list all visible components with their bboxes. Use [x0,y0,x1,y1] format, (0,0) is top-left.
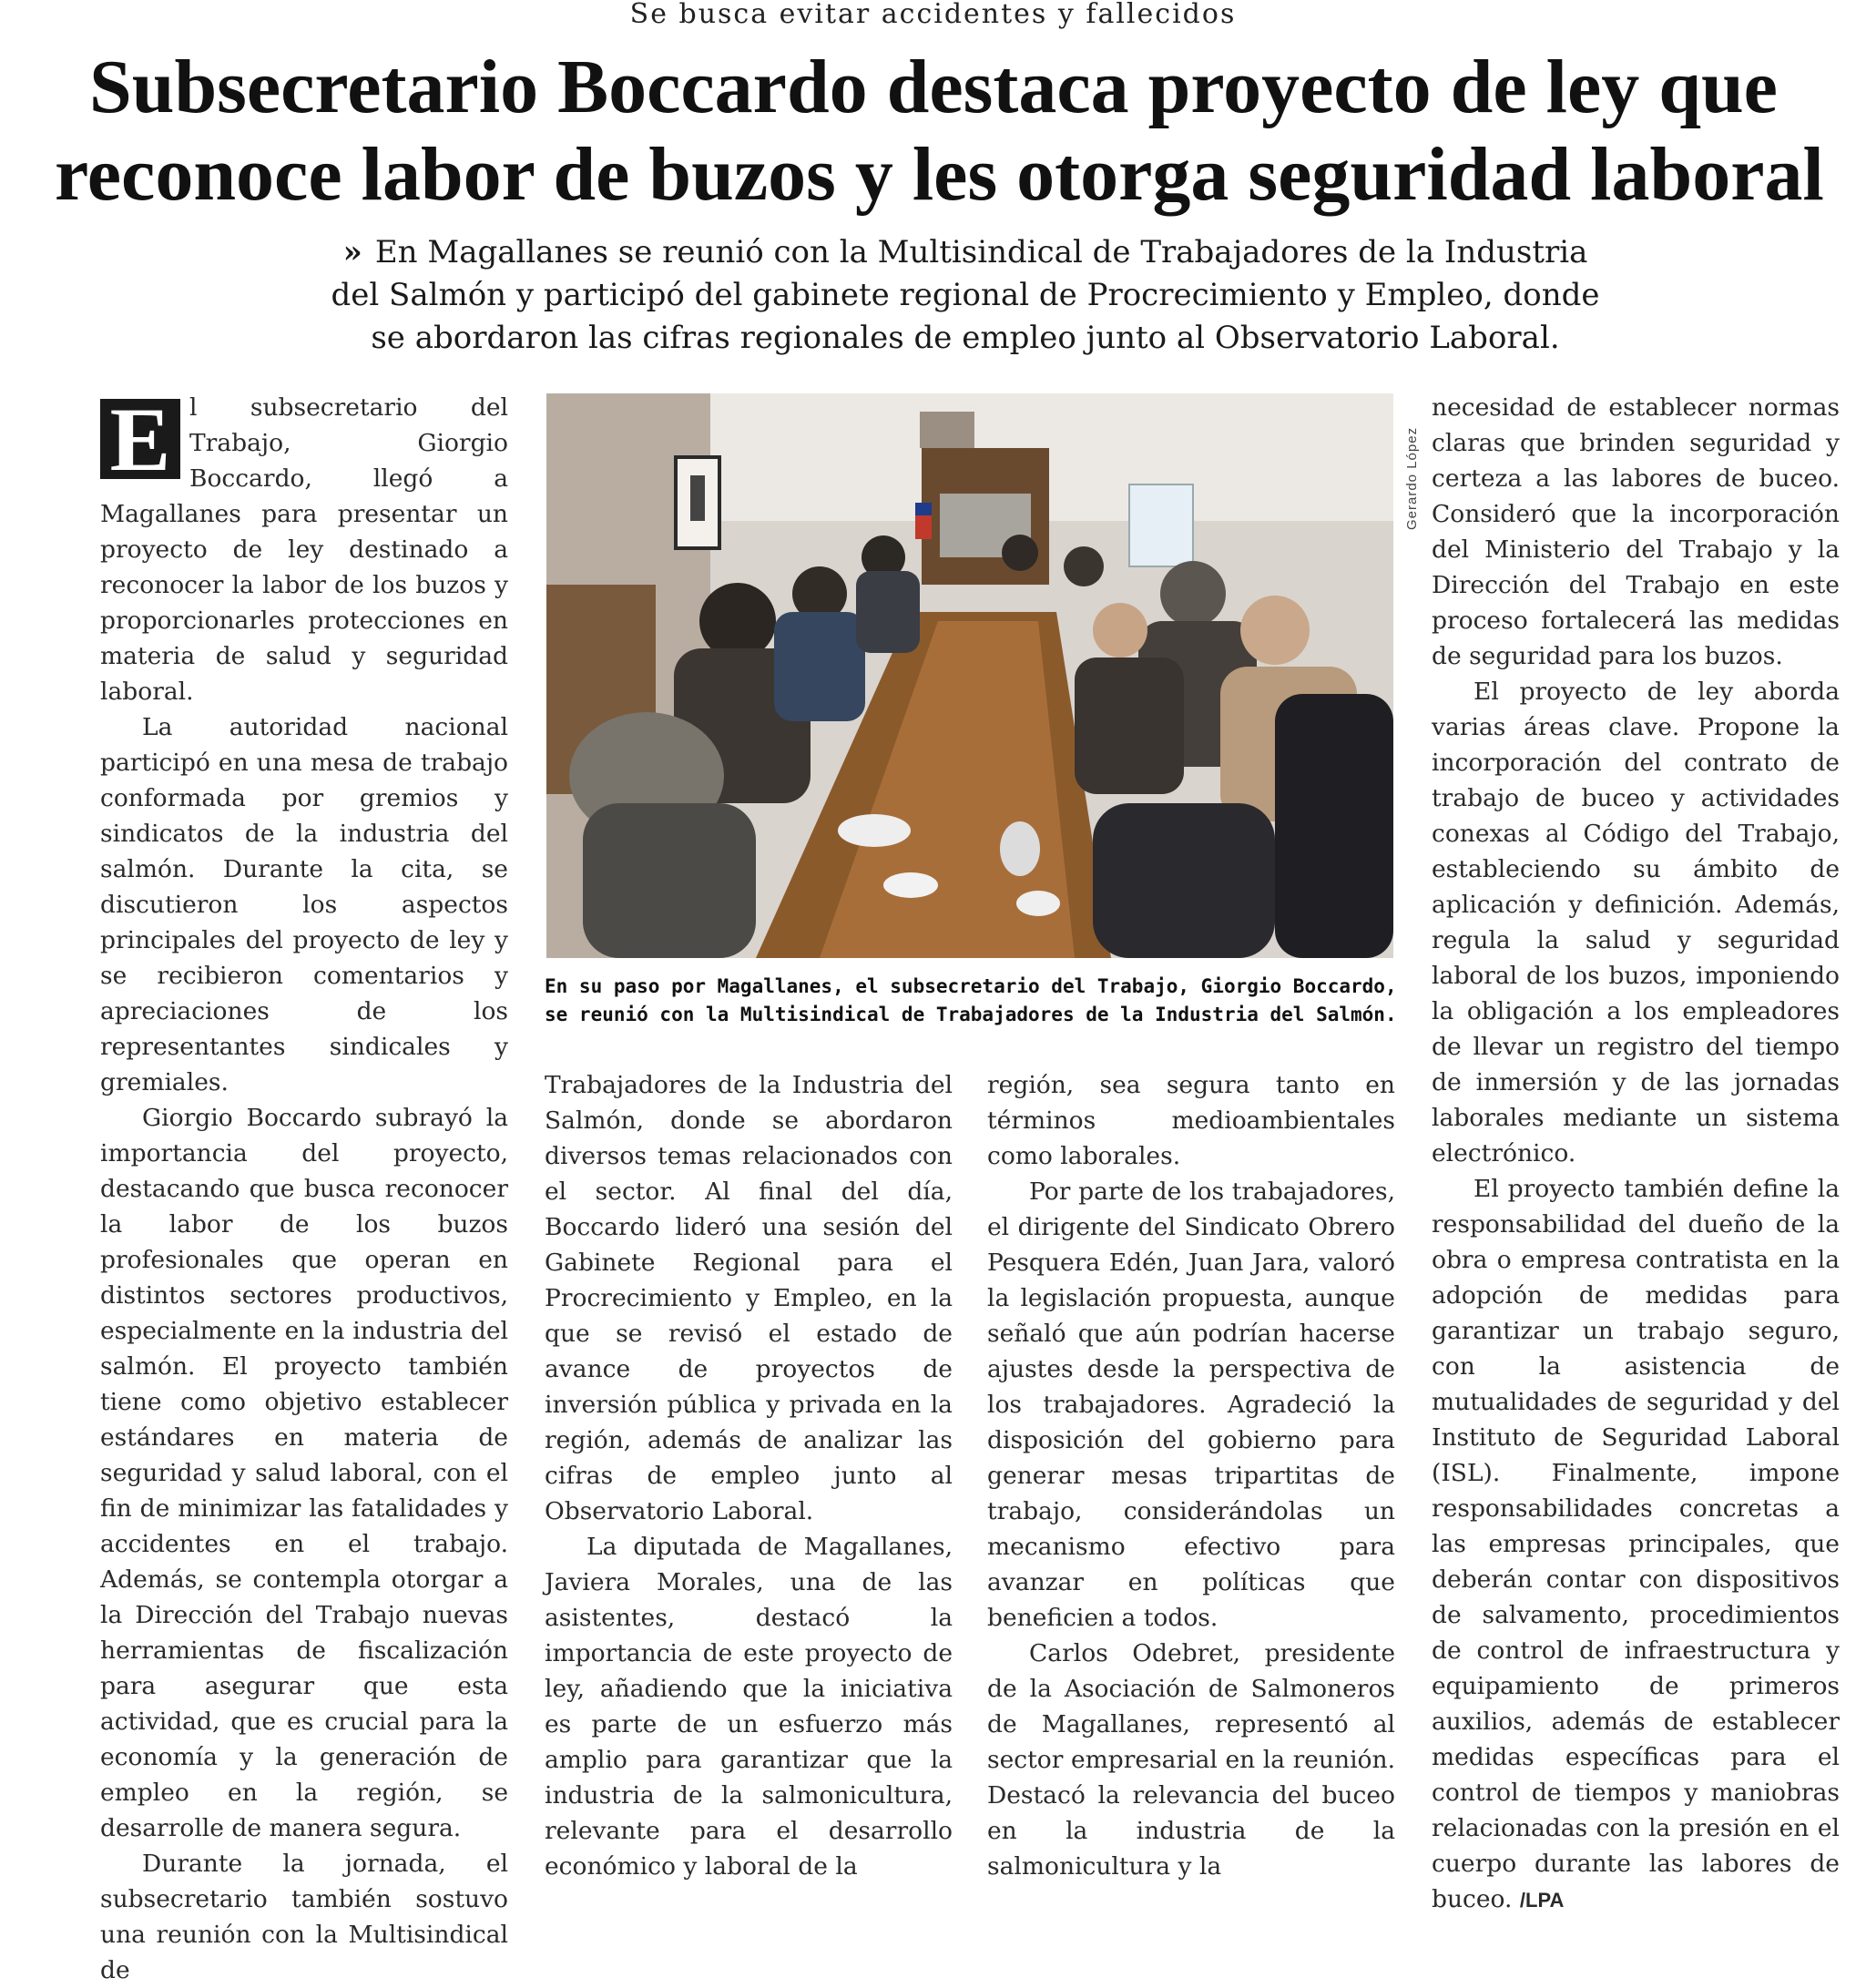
paragraph: Durante la jornada, el subsecretario también sostuvo una reunión con la Multisindical de [100,1850,508,1984]
kicker: Se busca evitar accidentes y fallecidos [629,0,1237,30]
paragraph [1432,1171,1840,1918]
paragraph: l subsecretario del Trabajo, Giorgio Boccardo, llegó a Magallanes para presentar un proyecto de ley destinado a reconocer la labor de los buzos y proporcionarles protecciones en materia de salud y seguridad laboral. [100,393,508,706]
paragraph: Giorgio Boccardo subrayó la importancia del proyecto, destacando que busca reconocer la labor de los buzos profesionales que operan en distintos sectores productivos, especialmente en la industria del salmón. El proyecto también tiene como objetivo establecer estándares en materia de seguridad y salud laboral, con el fin de minimizar las fatalidades y accidentes en el trabajo. Además, se contempla otorgar a la Dirección del Trabajo nuevas herramientas de fiscalización para asegurar que esta actividad, que es crucial para la economía y la generación de empleo en la región, se desarrolle de manera segura. [100,1104,508,1842]
paragraph: Por parte de los trabajadores, el dirigente del Sindicato Obrero Pesquera Edén, Juan Jara, valoró la legislación propuesta, aunque señaló que aún podrían hacerse ajustes desde la perspectiva de los trabajadores. Agradeció la disposición del gobierno para generar mesas tripartitas de trabajo, considerándolas un mecanismo efectivo para avanzar en políticas que beneficien a todos. [987,1178,1395,1632]
paragraph: Trabajadores de la Industria del Salmón, donde se abordaron diversos temas relacionados con el sector. Al final del día, Boccardo lideró una sesión del Gabinete Regional para el Procrecimiento y Empleo, en la que se revisó el estado de avance de proyectos de inversión pública y privada en la región, además de analizar las cifras de empleo junto al Observatorio Laboral. [545,1071,953,1525]
photo-credit-text: Gerardo López [1404,426,1420,530]
deck-line: del Salmón y participó del gabinete regional de Procrecimiento y Empleo, donde [331,277,1600,313]
paragraph: El proyecto de ley aborda varias áreas clave. Propone la incorporación del contrato de trabajo de buceo y actividades conexas al Código del Trabajo, estableciendo su ámbito de aplicación y definición. Además, regula la salud y seguridad laboral de los buzos, imponiendo la obligación a los empleadores de llevar un registro del tiempo de inmersión y de las jornadas laborales mediante un sistema electrónico. [1432,678,1840,1167]
photo-caption [545,973,1401,1029]
deck-line [301,231,1630,274]
caption-line: se reunió con la Multisindical de Trabajadores de la Industria del Salmón. [545,1004,1397,1025]
headline [55,44,1824,219]
deck-line: se abordaron las cifras regionales de empleo junto al Observatorio Laboral. [371,320,1560,356]
author-signature: /LPA [1519,1889,1565,1912]
photo-credit [1401,393,1424,539]
deck [301,231,1630,360]
paragraph-text: El proyecto también define la responsabilidad del dueño de la obra o empresa contratista en la adopción de medidas para garantizar un trabajo seguro, con la asistencia de mutualidades de seguridad y del Instituto de Seguridad Laboral (ISL). Finalmente, impone responsabilidades concretas a las empresas principales, que deberán contar con dispositivos de salvamento, procedimientos de control de infraestructura y equipamiento de primeros auxilios, además de establecer medidas específicas para el control de tiempos y maniobras relacionadas con la presión en el cuerpo durante las labores de buceo. [1432,1175,1840,1913]
paragraph: La diputada de Magallanes, Javiera Morales, una de las asistentes, destacó la importancia de este proyecto de ley, añadiendo que la iniciativa es parte de un esfuerzo más amplio para garantizar que la industria de la salmonicultura, relevante para el desarrollo económico y laboral de la [545,1533,953,1881]
headline-line: Subsecretario Boccardo destaca proyecto de ley que [89,45,1778,129]
paragraph: La autoridad nacional participó en una mesa de trabajo conformada por gremios y sindicatos de la industria del salmón. Durante la cita, se discutieron los aspectos principales del proyecto de ley y se recibieron comentarios y apreciaciones de los representantes sindicales y gremiales. [100,713,508,1096]
paragraph: región, sea segura tanto en términos medioambientales como laborales. [987,1071,1395,1170]
column-1 [100,390,508,1988]
paragraph: necesidad de establecer normas claras que brinden seguridad y certeza a las labores de buceo. Consideró que la incorporación del Ministerio del Trabajo y la Dirección del Trabajo en este proceso fortalecerá las medidas de seguridad para los buzos. [1432,393,1840,670]
paragraph: Carlos Odebret, presidente de la Asociación de Salmoneros de Magallanes, representó al sector empresarial en la reunión. Destacó la relevancia del buceo en la industria de la salmonicultura y la [987,1639,1395,1881]
caption-line: En su paso por Magallanes, el subsecretario del Trabajo, Giorgio Boccardo, [545,975,1397,997]
headline-line: reconoce labor de buzos y les otorga seguridad laboral [55,132,1824,217]
drop-cap: E [100,399,180,479]
deck-line-text: En Magallanes se reunió con la Multisindical de Trabajadores de la Industria [374,234,1588,270]
deck-chevron-icon: » [342,234,362,270]
column-2 [545,1067,953,1884]
column-4 [1432,390,1840,1918]
meeting-photo-illustration [546,393,1393,958]
column-3 [987,1067,1395,1884]
meeting-photo [546,393,1393,958]
